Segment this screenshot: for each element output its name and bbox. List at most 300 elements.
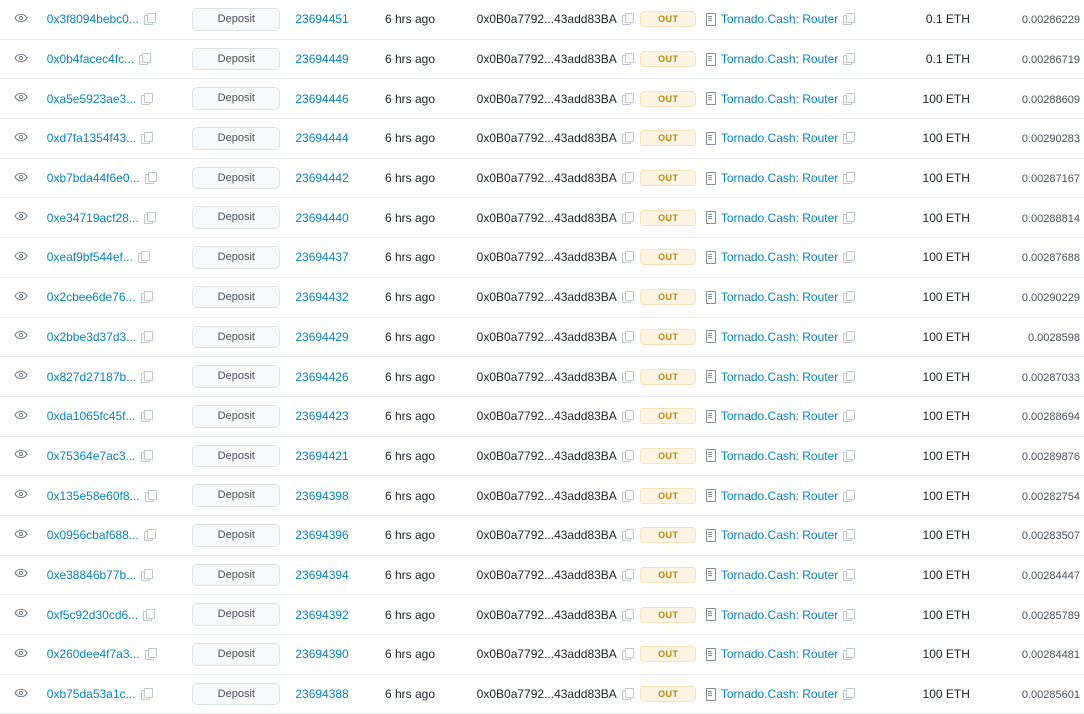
eye-icon[interactable] (14, 408, 28, 422)
txn-hash-link[interactable]: 0xa5e5923ae3... (46, 91, 137, 106)
copy-icon[interactable] (144, 212, 155, 224)
block-link[interactable]: 23694390 (295, 647, 349, 662)
method-badge[interactable]: Deposit (192, 524, 280, 547)
copy-icon[interactable] (622, 490, 633, 502)
txn-fee-cell (974, 595, 1084, 635)
block-cell (291, 158, 381, 198)
value-label: 100 ETH (922, 409, 970, 424)
from-cell (473, 277, 636, 317)
to-link[interactable]: Tornado.Cash: Router (720, 52, 839, 67)
eye-icon[interactable] (14, 51, 28, 65)
copy-icon[interactable] (622, 529, 633, 541)
contract-icon (705, 489, 716, 502)
method-cell (181, 635, 291, 675)
from-address: 0x0B0a7792...43add83BA (476, 329, 617, 344)
value-label: 100 ETH (922, 369, 970, 384)
block-cell (291, 0, 381, 39)
eye-icon[interactable] (14, 527, 28, 541)
to-link[interactable]: Tornado.Cash: Router (720, 329, 839, 344)
age-cell (381, 555, 473, 595)
copy-icon[interactable] (843, 93, 854, 105)
method-badge[interactable]: Deposit (192, 48, 280, 71)
txn-hash-link[interactable]: 0x3f8094bebc0... (46, 12, 139, 27)
copy-icon[interactable] (139, 53, 150, 65)
method-badge[interactable]: Deposit (192, 286, 280, 309)
eye-icon[interactable] (14, 368, 28, 382)
value-label: 0.1 ETH (925, 12, 970, 27)
contract-icon (705, 53, 716, 66)
value-cell (872, 436, 974, 476)
direction-badge: OUT (640, 567, 696, 583)
watch-cell (0, 515, 43, 555)
txn-hash-link[interactable]: 0x2bbe3d37d3... (46, 329, 137, 344)
method-badge[interactable]: Deposit (192, 8, 280, 31)
value-cell (872, 238, 974, 278)
value-cell (872, 674, 974, 714)
value-cell (872, 476, 974, 516)
eye-icon[interactable] (14, 447, 28, 461)
copy-icon[interactable] (622, 13, 633, 25)
copy-icon[interactable] (622, 648, 633, 660)
copy-icon[interactable] (843, 569, 854, 581)
to-cell (701, 158, 872, 198)
txn-fee-cell (974, 317, 1084, 357)
watch-cell (0, 119, 43, 159)
copy-icon[interactable] (622, 93, 633, 105)
block-link[interactable]: 23694446 (295, 91, 349, 106)
block-link[interactable]: 23694451 (295, 12, 349, 27)
age-cell (381, 396, 473, 436)
direction-badge: OUT (640, 646, 696, 662)
table-row (0, 277, 1084, 317)
method-badge[interactable]: Deposit (192, 603, 280, 626)
to-link[interactable]: Tornado.Cash: Router (720, 409, 839, 424)
eye-icon[interactable] (14, 487, 28, 501)
age-label: 6 hrs ago (384, 250, 436, 265)
txn-fee-label: 0.00288609 (1021, 93, 1080, 106)
block-link[interactable]: 23694394 (295, 567, 349, 582)
copy-icon[interactable] (622, 450, 633, 462)
to-link[interactable]: Tornado.Cash: Router (720, 210, 839, 225)
table-row (0, 476, 1084, 516)
block-link[interactable]: 23694437 (295, 250, 349, 265)
method-cell (181, 396, 291, 436)
to-cell (701, 515, 872, 555)
watch-cell (0, 79, 43, 119)
watch-cell (0, 635, 43, 675)
copy-icon[interactable] (143, 609, 154, 621)
block-link[interactable]: 23694396 (295, 528, 349, 543)
block-cell (291, 238, 381, 278)
txn-fee-label: 0.00286229 (1021, 14, 1080, 27)
eye-icon[interactable] (14, 686, 28, 700)
value-cell (872, 158, 974, 198)
to-link[interactable]: Tornado.Cash: Router (720, 12, 839, 27)
method-badge[interactable]: Deposit (192, 643, 280, 666)
from-cell (473, 555, 636, 595)
copy-icon[interactable] (138, 251, 149, 263)
from-cell (473, 317, 636, 357)
contract-icon (705, 370, 716, 383)
method-cell (181, 317, 291, 357)
from-address: 0x0B0a7792...43add83BA (476, 52, 617, 67)
txn-fee-cell (974, 674, 1084, 714)
txn-hash-link[interactable]: 0xf5c92d30cd6... (46, 607, 139, 622)
direction-badge: OUT (640, 448, 696, 464)
block-link[interactable]: 23694444 (295, 131, 349, 146)
eye-icon[interactable] (14, 11, 28, 25)
direction-badge: OUT (640, 11, 696, 27)
txn-hash-cell (43, 39, 182, 79)
copy-icon[interactable] (622, 53, 633, 65)
method-cell (181, 119, 291, 159)
txn-fee-label: 0.00287167 (1021, 173, 1080, 186)
txn-hash-link[interactable]: 0x827d27187b... (46, 369, 137, 384)
copy-icon[interactable] (843, 609, 854, 621)
table-row (0, 357, 1084, 397)
txn-hash-cell (43, 635, 182, 675)
eye-icon[interactable] (14, 606, 28, 620)
copy-icon[interactable] (622, 251, 633, 263)
copy-icon[interactable] (622, 212, 633, 224)
contract-icon (705, 608, 716, 621)
table-row (0, 0, 1084, 39)
txn-hash-cell (43, 198, 182, 238)
value-label: 100 ETH (922, 528, 970, 543)
from-cell (473, 595, 636, 635)
direction-badge: OUT (640, 51, 696, 67)
txn-hash-link[interactable]: 0x0956cbaf688... (46, 528, 139, 543)
txn-hash-link[interactable]: 0x2cbee6de76... (46, 290, 136, 305)
eye-icon[interactable] (14, 566, 28, 580)
method-cell (181, 674, 291, 714)
from-address: 0x0B0a7792...43add83BA (476, 647, 617, 662)
txn-hash-link[interactable]: 0x260dee4f7a3... (46, 647, 140, 662)
to-link[interactable]: Tornado.Cash: Router (720, 171, 839, 186)
from-address: 0x0B0a7792...43add83BA (476, 607, 617, 622)
from-cell (473, 79, 636, 119)
direction-cell (636, 595, 701, 635)
value-cell (872, 515, 974, 555)
contract-icon (705, 13, 716, 26)
method-cell (181, 436, 291, 476)
copy-icon[interactable] (141, 291, 152, 303)
method-badge[interactable]: Deposit (192, 564, 280, 587)
block-link[interactable]: 23694426 (295, 369, 349, 384)
copy-icon[interactable] (843, 13, 854, 25)
table-row (0, 79, 1084, 119)
txn-fee-label: 0.00285789 (1021, 609, 1080, 622)
eye-icon[interactable] (14, 328, 28, 342)
block-link[interactable]: 23694449 (295, 52, 349, 67)
eye-icon[interactable] (14, 289, 28, 303)
age-cell (381, 317, 473, 357)
txn-hash-cell (43, 396, 182, 436)
block-link[interactable]: 23694392 (295, 607, 349, 622)
copy-icon[interactable] (843, 331, 854, 343)
method-badge[interactable]: Deposit (192, 206, 280, 229)
contract-icon (705, 330, 716, 343)
copy-icon[interactable] (141, 410, 152, 422)
direction-badge: OUT (640, 289, 696, 305)
contract-icon (705, 172, 716, 185)
txn-hash-link[interactable]: 0xb75da53a1c... (46, 687, 136, 702)
copy-icon[interactable] (144, 13, 155, 25)
copy-icon[interactable] (843, 132, 854, 144)
to-link[interactable]: Tornado.Cash: Router (720, 250, 839, 265)
copy-icon[interactable] (622, 291, 633, 303)
method-badge[interactable]: Deposit (192, 87, 280, 110)
block-cell (291, 277, 381, 317)
to-cell (701, 198, 872, 238)
eye-icon[interactable] (14, 130, 28, 144)
method-badge[interactable]: Deposit (192, 365, 280, 388)
copy-icon[interactable] (622, 331, 633, 343)
watch-cell (0, 277, 43, 317)
copy-icon[interactable] (622, 410, 633, 422)
value-cell (872, 317, 974, 357)
age-label: 6 hrs ago (384, 369, 436, 384)
txn-hash-link[interactable]: 0xd7fa1354f43... (46, 131, 137, 146)
watch-cell (0, 436, 43, 476)
direction-badge: OUT (640, 329, 696, 345)
direction-badge: OUT (640, 686, 696, 702)
copy-icon[interactable] (141, 450, 152, 462)
block-link[interactable]: 23694423 (295, 409, 349, 424)
copy-icon[interactable] (843, 410, 854, 422)
copy-icon[interactable] (622, 609, 633, 621)
txn-hash-cell (43, 595, 182, 635)
age-label: 6 hrs ago (384, 567, 436, 582)
watch-cell (0, 317, 43, 357)
txn-fee-cell (974, 0, 1084, 39)
to-link[interactable]: Tornado.Cash: Router (720, 488, 839, 503)
from-address: 0x0B0a7792...43add83BA (476, 528, 617, 543)
txn-hash-cell (43, 515, 182, 555)
block-link[interactable]: 23694388 (295, 687, 349, 702)
to-link[interactable]: Tornado.Cash: Router (720, 131, 839, 146)
txn-fee-cell (974, 39, 1084, 79)
to-link[interactable]: Tornado.Cash: Router (720, 687, 839, 702)
value-cell (872, 0, 974, 39)
method-badge[interactable]: Deposit (192, 484, 280, 507)
txn-fee-cell (974, 277, 1084, 317)
direction-cell (636, 396, 701, 436)
to-link[interactable]: Tornado.Cash: Router (720, 647, 839, 662)
copy-icon[interactable] (141, 132, 152, 144)
watch-cell (0, 555, 43, 595)
copy-icon[interactable] (622, 688, 633, 700)
txn-hash-link[interactable]: 0x75364e7ac3... (46, 448, 136, 463)
age-cell (381, 357, 473, 397)
copy-icon[interactable] (622, 132, 633, 144)
method-badge[interactable]: Deposit (192, 326, 280, 349)
copy-icon[interactable] (843, 291, 854, 303)
to-cell (701, 119, 872, 159)
age-label: 6 hrs ago (384, 448, 436, 463)
age-cell (381, 277, 473, 317)
txn-hash-cell (43, 158, 182, 198)
value-label: 100 ETH (922, 329, 970, 344)
to-cell (701, 238, 872, 278)
value-label: 100 ETH (922, 250, 970, 265)
copy-icon[interactable] (141, 93, 152, 105)
copy-icon[interactable] (843, 490, 854, 502)
block-link[interactable]: 23694442 (295, 171, 349, 186)
copy-icon[interactable] (141, 688, 152, 700)
method-badge[interactable]: Deposit (192, 127, 280, 150)
txn-hash-link[interactable]: 0xe38846b77b... (46, 567, 137, 582)
txn-fee-cell (974, 555, 1084, 595)
contract-icon (705, 648, 716, 661)
direction-badge: OUT (640, 607, 696, 623)
copy-icon[interactable] (843, 688, 854, 700)
txn-fee-label: 0.00290283 (1021, 133, 1080, 146)
method-badge[interactable]: Deposit (192, 405, 280, 428)
direction-cell (636, 555, 701, 595)
direction-cell (636, 635, 701, 675)
txn-fee-label: 0.00287033 (1021, 371, 1080, 384)
from-cell (473, 119, 636, 159)
method-cell (181, 39, 291, 79)
copy-icon[interactable] (843, 172, 854, 184)
from-cell (473, 436, 636, 476)
from-cell (473, 238, 636, 278)
method-cell (181, 79, 291, 119)
txn-hash-cell (43, 555, 182, 595)
to-cell (701, 357, 872, 397)
txn-hash-cell (43, 238, 182, 278)
to-link[interactable]: Tornado.Cash: Router (720, 567, 839, 582)
table-row (0, 635, 1084, 675)
txn-hash-cell (43, 277, 182, 317)
table-row (0, 238, 1084, 278)
block-cell (291, 119, 381, 159)
from-address: 0x0B0a7792...43add83BA (476, 210, 617, 225)
direction-cell (636, 436, 701, 476)
value-cell (872, 79, 974, 119)
method-badge[interactable]: Deposit (192, 246, 280, 269)
block-link[interactable]: 23694429 (295, 329, 349, 344)
copy-icon[interactable] (622, 569, 633, 581)
to-link[interactable]: Tornado.Cash: Router (720, 290, 839, 305)
copy-icon[interactable] (843, 648, 854, 660)
direction-cell (636, 39, 701, 79)
copy-icon[interactable] (622, 172, 633, 184)
direction-badge: OUT (640, 488, 696, 504)
copy-icon[interactable] (843, 212, 854, 224)
age-label: 6 hrs ago (384, 290, 436, 305)
copy-icon[interactable] (843, 371, 854, 383)
copy-icon[interactable] (843, 53, 854, 65)
method-cell (181, 198, 291, 238)
age-cell (381, 39, 473, 79)
watch-cell (0, 476, 43, 516)
from-cell (473, 515, 636, 555)
method-badge[interactable]: Deposit (192, 167, 280, 190)
block-link[interactable]: 23694398 (295, 488, 349, 503)
txn-hash-link[interactable]: 0xb7bda44f6e0... (46, 171, 140, 186)
direction-badge: OUT (640, 408, 696, 424)
block-link[interactable]: 23694440 (295, 210, 349, 225)
copy-icon[interactable] (843, 529, 854, 541)
txn-hash-link[interactable]: 0xe34719acf28... (46, 210, 139, 225)
to-link[interactable]: Tornado.Cash: Router (720, 91, 839, 106)
age-cell (381, 158, 473, 198)
age-cell (381, 674, 473, 714)
table-row (0, 515, 1084, 555)
copy-icon[interactable] (843, 251, 854, 263)
txn-hash-cell (43, 357, 182, 397)
age-label: 6 hrs ago (384, 171, 436, 186)
method-cell (181, 595, 291, 635)
txn-hash-cell (43, 119, 182, 159)
eye-icon[interactable] (14, 249, 28, 263)
txn-fee-cell (974, 515, 1084, 555)
copy-icon[interactable] (141, 371, 152, 383)
value-label: 100 ETH (922, 488, 970, 503)
eye-icon[interactable] (14, 209, 28, 223)
txn-fee-label: 0.00284481 (1021, 649, 1080, 662)
to-cell (701, 674, 872, 714)
age-label: 6 hrs ago (384, 329, 436, 344)
method-badge[interactable]: Deposit (192, 445, 280, 468)
txn-hash-link[interactable]: 0xda1065fc45f... (46, 409, 136, 424)
eye-icon[interactable] (14, 90, 28, 104)
copy-icon[interactable] (141, 331, 152, 343)
direction-cell (636, 515, 701, 555)
txn-fee-label: 0.00289876 (1021, 450, 1080, 463)
copy-icon[interactable] (145, 648, 156, 660)
from-address: 0x0B0a7792...43add83BA (476, 250, 617, 265)
eye-icon[interactable] (14, 170, 28, 184)
copy-icon[interactable] (144, 529, 155, 541)
block-link[interactable]: 23694432 (295, 290, 349, 305)
table-row (0, 158, 1084, 198)
copy-icon[interactable] (145, 490, 156, 502)
txn-fee-cell (974, 238, 1084, 278)
watch-cell (0, 674, 43, 714)
to-link[interactable]: Tornado.Cash: Router (720, 369, 839, 384)
block-link[interactable]: 23694421 (295, 448, 349, 463)
to-cell (701, 39, 872, 79)
copy-icon[interactable] (145, 172, 156, 184)
method-badge[interactable]: Deposit (192, 683, 280, 706)
direction-badge: OUT (640, 527, 696, 543)
txn-fee-label: 0.00287688 (1021, 252, 1080, 265)
direction-badge: OUT (640, 369, 696, 385)
txn-hash-link[interactable]: 0x0b4facec4fc... (46, 52, 135, 67)
eye-icon[interactable] (14, 646, 28, 660)
direction-cell (636, 277, 701, 317)
txn-fee-label: 0.00282754 (1021, 490, 1080, 503)
txn-fee-cell (974, 158, 1084, 198)
copy-icon[interactable] (622, 371, 633, 383)
copy-icon[interactable] (843, 450, 854, 462)
value-label: 0.1 ETH (925, 52, 970, 67)
table-row (0, 674, 1084, 714)
watch-cell (0, 198, 43, 238)
txn-hash-link[interactable]: 0xeaf9bf544ef... (46, 250, 133, 265)
block-cell (291, 436, 381, 476)
to-link[interactable]: Tornado.Cash: Router (720, 607, 839, 622)
copy-icon[interactable] (141, 569, 152, 581)
txn-hash-link[interactable]: 0x135e58e60f8... (46, 488, 140, 503)
value-cell (872, 396, 974, 436)
table-row (0, 119, 1084, 159)
to-link[interactable]: Tornado.Cash: Router (720, 448, 839, 463)
to-link[interactable]: Tornado.Cash: Router (720, 528, 839, 543)
